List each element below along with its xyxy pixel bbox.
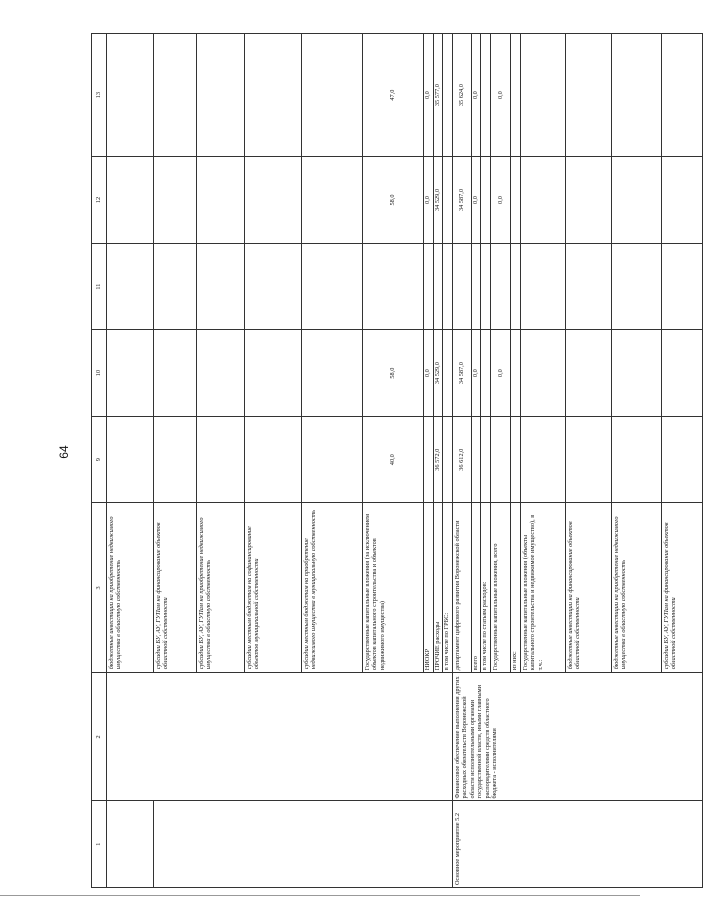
cell-col13-value — [302, 34, 363, 157]
cell-col9-value — [481, 416, 491, 503]
budget-table — [91, 33, 703, 888]
cell-col13-value — [107, 34, 154, 157]
col-number-12: 12 — [92, 157, 107, 244]
cell-expense-item: субсидии БУ, АУ, ГУПам на приобретение недвижимого имущества в областную собственность — [197, 503, 245, 673]
cell-col9-value — [302, 416, 363, 503]
cell-col10-value: 0,0 — [491, 330, 511, 417]
cell-col2-blank — [107, 673, 453, 801]
cell-col10-value — [245, 330, 302, 417]
cell-expense-item: НИОКР — [424, 503, 434, 673]
table-row — [107, 34, 154, 888]
cell-expense-item: субсидии местным бюджетам на приобретение недвижимого имущества в муниципальную собственность — [302, 503, 363, 673]
cell-col10-value — [302, 330, 363, 417]
cell-col9-value — [520, 416, 565, 503]
cell-col12-value — [565, 157, 611, 244]
cell-col9-value — [491, 416, 511, 503]
cell-col12-value — [107, 157, 154, 244]
cell-col12-value — [481, 157, 491, 244]
cell-col10-value — [661, 330, 702, 417]
cell-col10-value — [197, 330, 245, 417]
cell-col11-value — [197, 243, 245, 330]
cell-col9-value — [107, 416, 154, 503]
cell-expense-item: субсидии БУ, АУ, ГУПам на финансирование объектов областной собственности — [154, 503, 197, 673]
page-bottom-rule — [0, 895, 640, 896]
cell-col9-value: 36 612,0 — [452, 416, 471, 503]
col-number-1: 1 — [92, 801, 107, 888]
cell-expense-item: бюджетные инвестиции на приобретение недвижимого имущества в областную собственность — [107, 503, 154, 673]
cell-col11-value — [661, 243, 702, 330]
cell-col12-value: 34 587,0 — [452, 157, 471, 244]
cell-col10-value — [511, 330, 521, 417]
cell-col9-value — [511, 416, 521, 503]
cell-expense-item: Государственные капитальные вложения, всего — [491, 503, 511, 673]
cell-col10-value — [107, 330, 154, 417]
cell-col11-value — [452, 243, 471, 330]
cell-col11-value — [107, 243, 154, 330]
cell-col10-value: 58,0 — [363, 330, 424, 417]
table-row — [452, 34, 471, 888]
cell-expense-item: ПРОЧИЕ расходы — [433, 503, 443, 673]
cell-col13-value — [661, 34, 702, 157]
cell-col10-value: 34 587,0 — [452, 330, 471, 417]
cell-expense-item: всего — [471, 503, 481, 673]
cell-col11-value — [302, 243, 363, 330]
cell-col1-blank — [154, 801, 453, 888]
cell-expense-item: субсидии БУ, АУ, ГУПам на финансирование объектов областной собственности — [661, 503, 702, 673]
cell-col12-value: 0,0 — [424, 157, 434, 244]
cell-col12-value — [661, 157, 702, 244]
cell-col12-value — [197, 157, 245, 244]
cell-col11-value — [363, 243, 424, 330]
cell-expense-item: бюджетные инвестиции на финансирование объектов областной собственности — [565, 503, 611, 673]
cell-col11-value — [424, 243, 434, 330]
cell-col13-value — [511, 34, 521, 157]
cell-col10-value — [154, 330, 197, 417]
cell-col12-value — [154, 157, 197, 244]
cell-col13-value: 35 577,0 — [433, 34, 443, 157]
cell-col11-value — [245, 243, 302, 330]
page-number: 64 — [57, 445, 71, 459]
cell-col13-value — [481, 34, 491, 157]
cell-col12-value: 0,0 — [471, 157, 481, 244]
cell-col9-value — [565, 416, 611, 503]
cell-col9-value — [154, 416, 197, 503]
cell-col9-value: 36 572,0 — [433, 416, 443, 503]
activity-description: Финансовое обеспечение выполнения других расходных обязательств Воронежской области исполнительными органами государственной власти, иными главными распорядителями средств областного бюджета - исполнителями — [452, 673, 702, 801]
column-number-row — [92, 34, 107, 888]
cell-col13-value: 35 624,0 — [452, 34, 471, 157]
cell-col12-value — [611, 157, 661, 244]
cell-col13-value: 47,0 — [363, 34, 424, 157]
col-number-9: 9 — [92, 416, 107, 503]
cell-col13-value — [245, 34, 302, 157]
cell-col10-value — [481, 330, 491, 417]
cell-col12-value — [511, 157, 521, 244]
cell-col13-value: 0,0 — [491, 34, 511, 157]
cell-col9-value — [424, 416, 434, 503]
cell-col12-value: 0,0 — [491, 157, 511, 244]
cell-col1-blank — [107, 801, 154, 888]
cell-col11-value — [154, 243, 197, 330]
cell-expense-item: из них: — [511, 503, 521, 673]
cell-col12-value — [520, 157, 565, 244]
cell-col10-value — [611, 330, 661, 417]
cell-col13-value — [197, 34, 245, 157]
cell-col11-value — [481, 243, 491, 330]
cell-col13-value — [565, 34, 611, 157]
cell-col10-value — [565, 330, 611, 417]
cell-col13-value — [611, 34, 661, 157]
cell-col9-value: 40,0 — [363, 416, 424, 503]
cell-col12-value: 58,0 — [363, 157, 424, 244]
col-number-2: 2 — [92, 673, 107, 801]
col-number-11: 11 — [92, 243, 107, 330]
cell-col11-value — [565, 243, 611, 330]
cell-col11-value — [511, 243, 521, 330]
cell-col9-value — [197, 416, 245, 503]
col-number-13: 13 — [92, 34, 107, 157]
cell-col13-value: 0,0 — [471, 34, 481, 157]
cell-col10-value — [520, 330, 565, 417]
cell-col9-value — [443, 416, 453, 503]
cell-col11-value — [471, 243, 481, 330]
cell-expense-item: Государственные капитальные вложения (объекты капитального строительства и недвижимое имущество), в т.ч.: — [520, 503, 565, 673]
cell-col11-value — [611, 243, 661, 330]
cell-col10-value — [443, 330, 453, 417]
cell-col10-value: 0,0 — [424, 330, 434, 417]
cell-expense-item: департамент цифрового развития Воронежской области — [452, 503, 471, 673]
cell-col13-value — [443, 34, 453, 157]
table-frame — [91, 33, 678, 888]
cell-expense-item: бюджетные инвестиции на приобретение недвижимого имущества в областную собственность — [611, 503, 661, 673]
cell-expense-item: в том числе по статьям расходов: — [481, 503, 491, 673]
cell-col12-value — [443, 157, 453, 244]
activity-title: Основное мероприятие 5.2 — [452, 801, 702, 888]
cell-col9-value — [661, 416, 702, 503]
cell-col12-value: 34 529,0 — [433, 157, 443, 244]
cell-col11-value — [491, 243, 511, 330]
cell-col12-value — [245, 157, 302, 244]
cell-col13-value: 0,0 — [424, 34, 434, 157]
cell-expense-item: Государственные капитальные вложения (за исключением объектов капитального строительства и объектов недвижимого имущества) — [363, 503, 424, 673]
cell-col10-value: 0,0 — [471, 330, 481, 417]
cell-col9-value — [611, 416, 661, 503]
cell-col13-value — [154, 34, 197, 157]
cell-expense-item: субсидии местным бюджетам на софинансирование объектов муниципальной собственности — [245, 503, 302, 673]
cell-col11-value — [433, 243, 443, 330]
cell-col10-value: 34 529,0 — [433, 330, 443, 417]
cell-expense-item: в том числе по ГРБС: — [443, 503, 453, 673]
col-number-10: 10 — [92, 330, 107, 417]
cell-col13-value — [520, 34, 565, 157]
cell-col11-value — [520, 243, 565, 330]
cell-col11-value — [443, 243, 453, 330]
col-number-3: 3 — [92, 503, 107, 673]
cell-col12-value — [302, 157, 363, 244]
cell-col9-value — [245, 416, 302, 503]
cell-col9-value — [471, 416, 481, 503]
